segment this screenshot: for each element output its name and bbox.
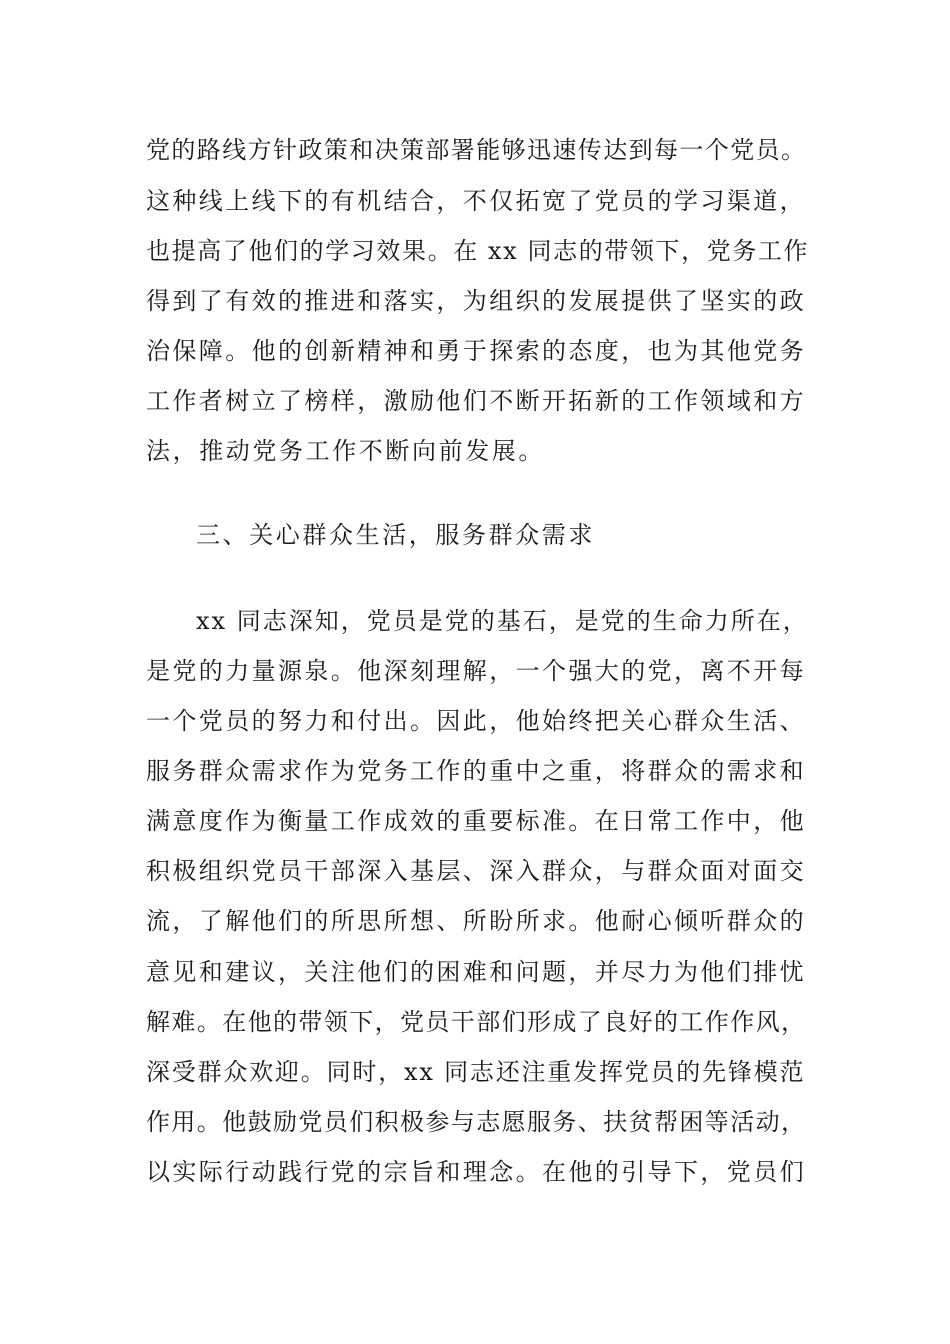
paragraph-2-line-5: 满意度作为衡量工作成效的重要标准。在日常工作中，他 [146, 807, 806, 835]
paragraph-2-line-11: 作用。他鼓励党员们积极参与志愿服务、扶贫帮困等活动， [146, 1108, 807, 1136]
section-heading: 三、关心群众生活，服务群众需求 [196, 521, 595, 549]
paragraph-1-line-3: 也提高了他们的学习效果。在 xx 同志的带领下，党务工作 [146, 237, 810, 265]
paragraph-2-line-7: 流，了解他们的所思所想、所盼所求。他耐心倾听群众的 [146, 907, 806, 935]
paragraph-1-line-6: 工作者树立了榜样，激励他们不断开拓新的工作领域和方 [146, 387, 806, 415]
paragraph-1-line-1: 党的路线方针政策和决策部署能够迅速传达到每一个党员。 [146, 136, 807, 164]
paragraph-1-line-7: 法，推动党务工作不断向前发展。 [146, 437, 545, 465]
paragraph-2-line-12: 以实际行动践行党的宗旨和理念。在他的引导下，党员们 [146, 1158, 806, 1186]
paragraph-1-line-4: 得到了有效的推进和落实，为组织的发展提供了坚实的政 [146, 287, 806, 315]
paragraph-2-line-9: 解难。在他的带领下，党员干部们形成了良好的工作作风， [146, 1008, 807, 1036]
paragraph-2-line-6: 积极组织党员干部深入基层、深入群众，与群众面对面交 [146, 857, 806, 885]
paragraph-2-line-2: 是党的力量源泉。他深刻理解，一个强大的党，离不开每 [146, 657, 806, 685]
paragraph-2-line-3: 一个党员的努力和付出。因此，他始终把关心群众生活、 [146, 707, 806, 735]
paragraph-1-line-2: 这种线上线下的有机结合，不仅拓宽了党员的学习渠道， [146, 187, 806, 215]
paragraph-2-line-8: 意见和建议，关注他们的困难和问题，并尽力为他们排忧 [146, 958, 806, 986]
paragraph-2-line-4: 服务群众需求作为党务工作的重中之重，将群众的需求和 [146, 757, 806, 785]
paragraph-2-line-1: xx 同志深知，党员是党的基石，是党的生命力所在， [196, 607, 809, 635]
paragraph-2-line-10: 深受群众欢迎。同时，xx 同志还注重发挥党员的先锋模范 [146, 1058, 806, 1086]
paragraph-1-line-5: 治保障。他的创新精神和勇于探索的态度，也为其他党务 [146, 337, 806, 365]
